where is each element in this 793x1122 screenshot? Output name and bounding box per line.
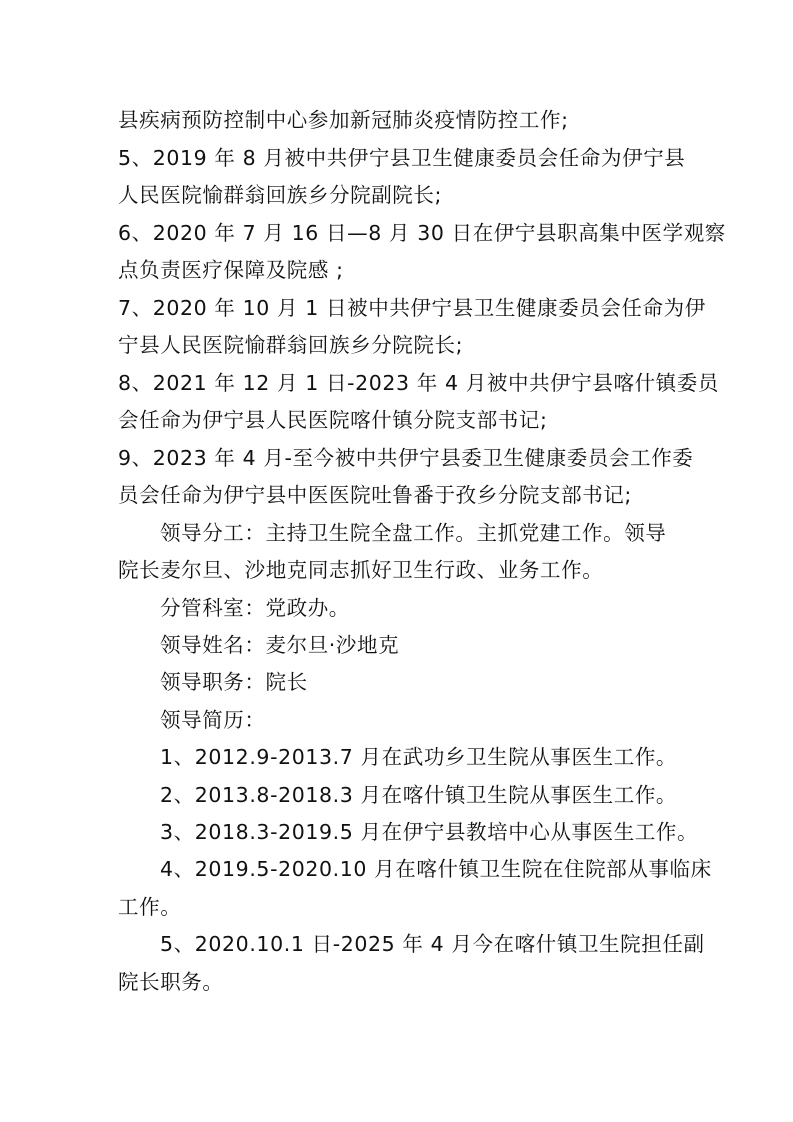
text-line: 领导职务：院长: [160, 670, 308, 694]
text-line: 分管科室：党政办。: [160, 596, 350, 620]
text-line: 4、2019.5-2020.10 月在喀什镇卫生院在住院部从事临床: [160, 857, 712, 881]
text-line: 9、2023 年 4 月-至今被中共伊宁县委卫生健康委员会工作委: [118, 446, 694, 470]
text-line: 人民医院愉群翁回族乡分院副院长;: [118, 183, 443, 207]
text-line: 领导简历：: [160, 708, 266, 732]
text-line: 5、2019 年 8 月被中共伊宁县卫生健康委员会任命为伊宁县: [118, 146, 686, 170]
text-line: 工作。: [118, 895, 182, 919]
text-line: 6、2020 年 7 月 16 日—8 月 30 日在伊宁县职高集中医学观察: [118, 221, 726, 245]
text-line: 3、2018.3-2019.5 月在伊宁县教培中心从事医生工作。: [160, 820, 699, 844]
text-line: 县疾病预防控制中心参加新冠肺炎疫情防控工作;: [118, 108, 569, 132]
text-line: 会任命为伊宁县人民医院喀什镇分院支部书记;: [118, 408, 548, 432]
text-line: 7、2020 年 10 月 1 日被中共伊宁县卫生健康委员会任命为伊: [118, 296, 706, 320]
text-line: 院长职务。: [118, 970, 224, 994]
text-line: 领导姓名：麦尔旦·沙地克: [160, 633, 400, 657]
text-line: 点负责医疗保障及院感 ;: [118, 258, 344, 282]
text-line: 2、2013.8-2018.3 月在喀什镇卫生院从事医生工作。: [160, 783, 678, 807]
text-line: 1、2012.9-2013.7 月在武功乡卫生院从事医生工作。: [160, 745, 678, 769]
text-line: 8、2021 年 12 月 1 日-2023 年 4 月被中共伊宁县喀什镇委员: [118, 371, 719, 395]
text-line: 5、2020.10.1 日-2025 年 4 月今在喀什镇卫生院担任副: [160, 932, 705, 956]
text-line: 宁县人民医院愉群翁回族乡分院院长;: [118, 333, 464, 357]
text-line: 院长麦尔旦、沙地克同志抓好卫生行政、业务工作。: [118, 558, 604, 582]
text-line: 员会任命为伊宁县中医医院吐鲁番于孜乡分院支部书记;: [118, 483, 632, 507]
text-line: 领导分工：主持卫生院全盘工作。主抓党建工作。领导: [160, 521, 667, 545]
